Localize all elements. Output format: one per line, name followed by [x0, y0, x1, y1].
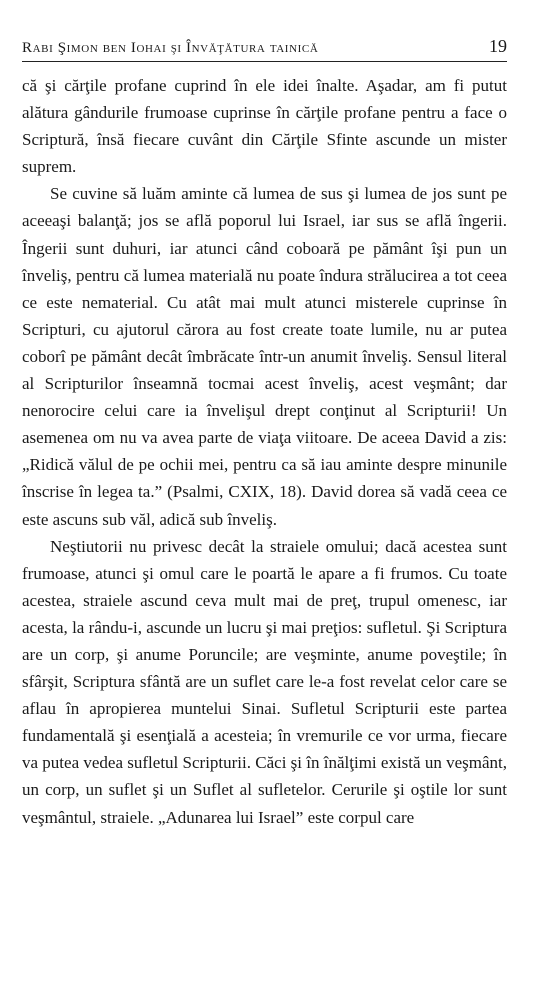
paragraph-worlds-balance: Se cuvine să luăm aminte că lumea de sus şi lumea de jos sunt pe aceeaşi balanţă; jos se află poporul lui Israel, iar sus se află îngerii. Îngerii sunt duhuri, iar atunci când coboară pe pământ îşi pun un înveliş, pentru că lumea materială nu poate îndura strălucirea a tot ceea ce este nematerial. Cu atât mai mult atunci misterele cuprinse în Scripturi, cu ajutorul cărora au fost create toate lumile, nu ar putea coborî pe pământ decât îmbrăcate într-un anumit înveliş. Sensul literal al Scripturilor înseamnă tocmai acest înveliş, acest veşmânt; dar nenorocire celui care ia învelişul drept conţinut al Scripturii! Un asemenea om nu va avea parte de viaţa viitoare. De aceea David a zis: „Ridică vălul de pe ochii mei, pentru ca să iau aminte despre minunile înscrise în legea ta.” (Psalmi, CXIX, 18). David dorea să vadă ceea ce este ascuns sub văl, adică sub înveliş. — [22, 184, 507, 529]
body-text — [22, 72, 507, 831]
page-number: 19 — [489, 36, 507, 56]
paragraph-garments-of-scripture: Neştiutorii nu privesc decât la straiele omului; dacă acestea sunt frumoase, atunci şi omul care le poartă le apare a fi frumos. Cu toate acestea, straiele ascund ceva mult mai de preţ, trupul omenesc, iar acesta, la rându-i, ascunde un lucru şi mai preţios: sufletul. Şi Scriptura are un corp, şi anume Poruncile; are veşminte, anume poveştile; în sfârşit, Scriptura sfântă are un suflet care le-a fost revelat celor care se aflau în apropierea muntelui Sinai. Sufletul Scripturii este partea fundamentală şi esenţială a acesteia; în vremurile ce vor urma, fiecare va putea vedea sufletul Scripturii. Căci şi în înălţimi există un veşmânt, un corp, un suflet şi un Suflet al sufletelor. Cerurile şi oştile lor sunt veşmântul, straiele. „Adunarea lui Israel” este corpul care — [22, 536, 507, 827]
paragraph-continuation: că şi cărţile profane cuprind în ele idei înalte. Aşadar, am fi putut alătura gândurile frumoase cuprinse în cărţile profane pentru a face o Scriptură, însă fiecare cuvânt din Cărţile Sfinte ascunde un mister suprem. — [22, 76, 507, 177]
running-head — [22, 36, 507, 62]
running-title: Rabi Şimon ben Iohai şi Învăţătura tainică — [22, 40, 319, 56]
